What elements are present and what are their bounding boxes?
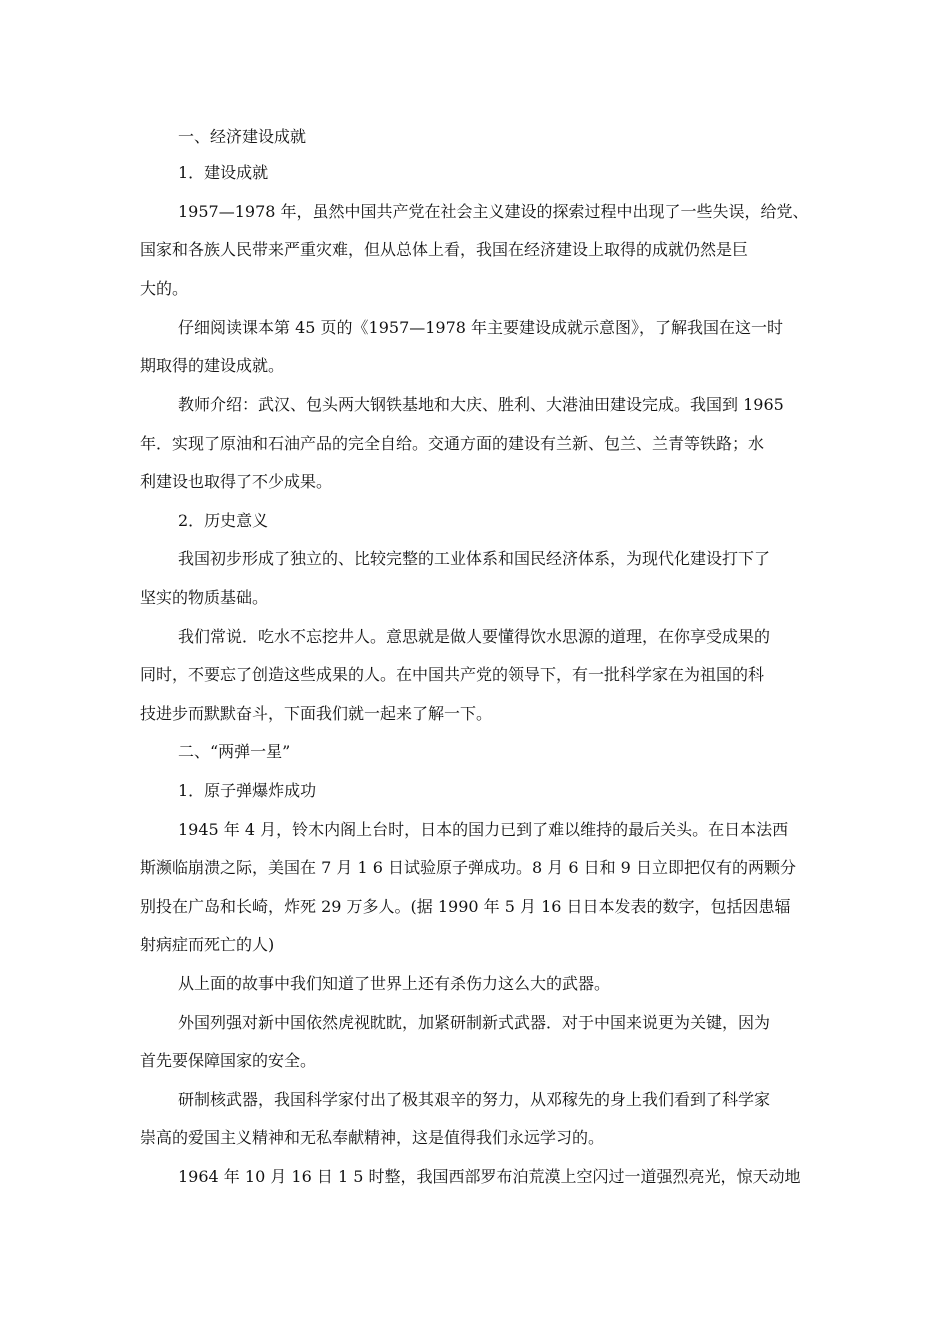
- paragraph-line: 斯濒临崩溃之际，美国在 7 月 1 6 日试验原子弹成功。8 月 6 日和 9 日立即把仅有的两颗分: [140, 858, 796, 877]
- paragraph-line: 射病症而死亡的人): [140, 935, 275, 954]
- paragraph-line: 坚实的物质基础。: [140, 588, 269, 607]
- section-heading-two-bombs-one-satellite: 二、“两弹一星”: [178, 742, 291, 761]
- paragraph-line: 我国初步形成了独立的、比较完整的工业体系和国民经济体系，为现代化建设打下了: [178, 549, 771, 568]
- subheading-construction-achievements: 1．建设成就: [178, 163, 269, 182]
- paragraph-line: 同时，不要忘了创造这些成果的人。在中国共产党的领导下，有一批科学家在为祖国的科: [140, 665, 765, 684]
- paragraph-line: 大的。: [140, 279, 189, 298]
- paragraph-line: 利建设也取得了不少成果。: [140, 472, 333, 491]
- paragraph-line: 别投在广岛和长崎，炸死 29 万多人。(据 1990 年 5 月 16 日日本发表的数字，包括因患辐: [140, 897, 791, 916]
- subheading-atomic-bomb: 1．原子弹爆炸成功: [178, 781, 317, 800]
- paragraph-line: 崇高的爱国主义精神和无私奉献精神，这是值得我们永远学习的。: [140, 1128, 605, 1147]
- paragraph-line: 我们常说．吃水不忘挖井人。意思就是做人要懂得饮水思源的道理，在你享受成果的: [178, 627, 771, 646]
- paragraph-line: 首先要保障国家的安全。: [140, 1051, 317, 1070]
- paragraph-line: 期取得的建设成就。: [140, 356, 285, 375]
- paragraph-line: 研制核武器，我国科学家付出了极其艰辛的努力，从邓稼先的身上我们看到了科学家: [178, 1090, 771, 1109]
- paragraph-line: 1957—1978 年，虽然中国共产党在社会主义建设的探索过程中出现了一些失误，给党、: [178, 202, 809, 221]
- section-heading-economic-achievements: 一、经济建设成就: [178, 127, 307, 146]
- paragraph-line: 从上面的故事中我们知道了世界上还有杀伤力这么大的武器。: [178, 974, 611, 993]
- paragraph-line: 1945 年 4 月，铃木内阁上台时，日本的国力已到了难以维持的最后关头。在日本法西: [178, 820, 789, 839]
- paragraph-line: 年．实现了原油和石油产品的完全自给。交通方面的建设有兰新、包兰、兰青等铁路；水: [140, 434, 765, 453]
- paragraph-line: 外国列强对新中国依然虎视眈眈，加紧研制新式武器．对于中国来说更为关键，因为: [178, 1013, 771, 1032]
- paragraph-line: 技进步而默默奋斗，下面我们就一起来了解一下。: [140, 704, 493, 723]
- subheading-historical-significance: 2．历史意义: [178, 511, 269, 530]
- paragraph-line: 国家和各族人民带来严重灾难，但从总体上看，我国在经济建设上取得的成就仍然是巨: [140, 240, 749, 259]
- paragraph-line: 教师介绍：武汉、包头两大钢铁基地和大庆、胜利、大港油田建设完成。我国到 1965: [178, 395, 784, 414]
- paragraph-line: 1964 年 10 月 16 日 1 5 时整，我国西部罗布泊荒漠上空闪过一道强烈亮光，惊天动地: [178, 1167, 801, 1186]
- paragraph-line: 仔细阅读课本第 45 页的《1957—1978 年主要建设成就示意图》，了解我国在这一时: [178, 318, 784, 337]
